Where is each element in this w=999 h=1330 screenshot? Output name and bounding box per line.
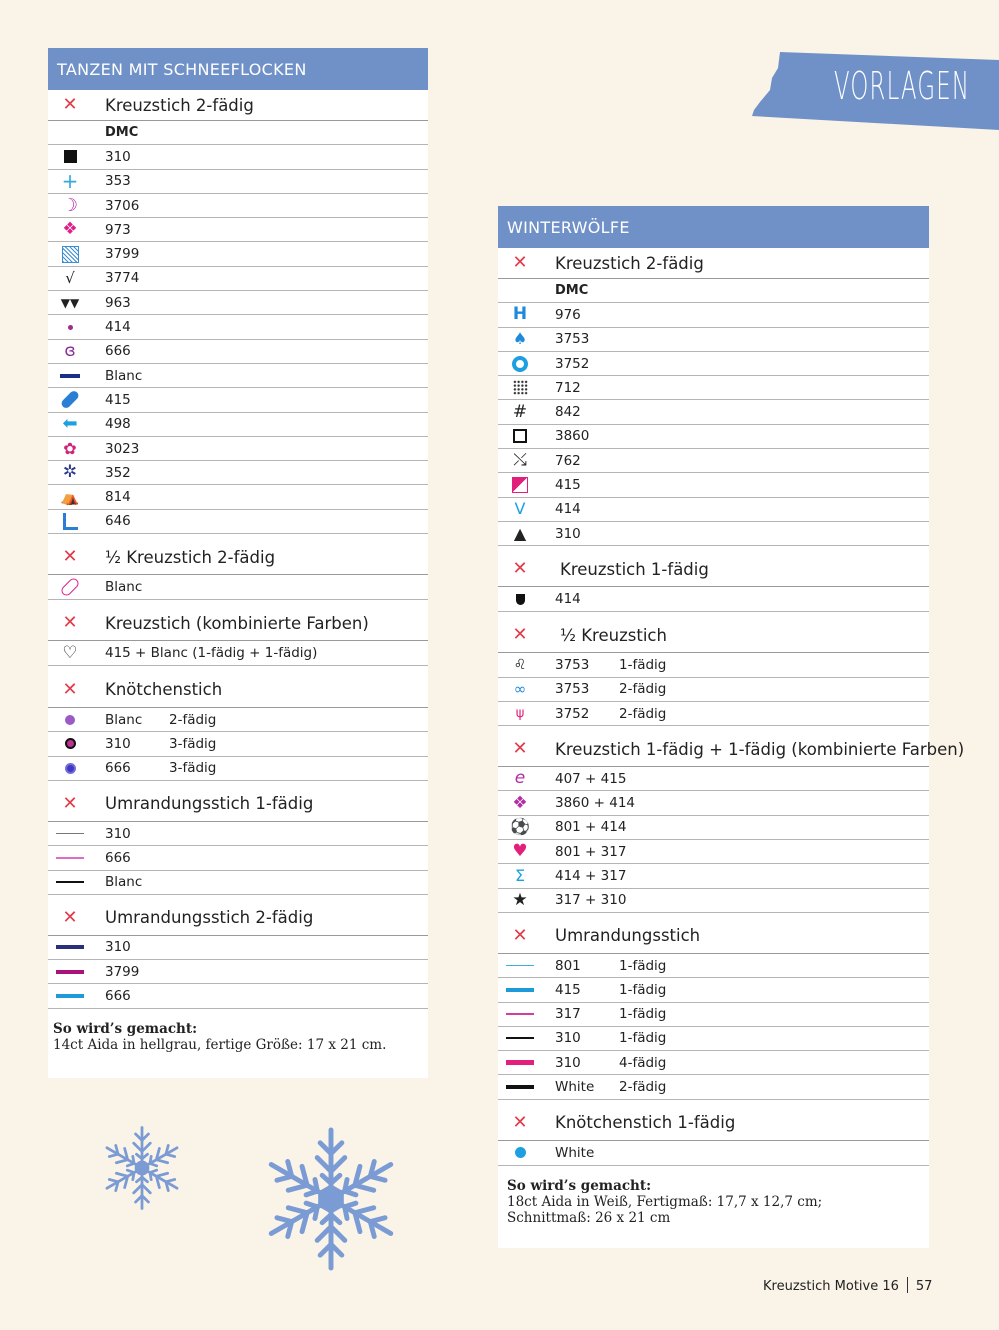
filled-square-icon — [48, 145, 92, 168]
cross-icon: ✕ — [62, 94, 78, 115]
legend-row: 310 1-fädig — [498, 1027, 929, 1051]
legend-row: 3752 — [498, 352, 929, 376]
blue-plus-icon: + — [61, 169, 79, 194]
legend-row: ▲ 310 — [498, 522, 929, 546]
cross-icon: ✕ — [512, 738, 528, 760]
blue-dot-icon — [48, 757, 92, 780]
legend-row: 310 — [48, 145, 428, 169]
legend-row: ⚽ 801 + 414 — [498, 816, 929, 840]
legend-row: ☽ 3706 — [48, 194, 428, 218]
legend-row: 712 — [498, 376, 929, 400]
legend-row: 646 — [48, 510, 428, 534]
cross-icon: ✕ — [512, 252, 528, 273]
dot-icon — [48, 315, 92, 338]
split-square-icon — [498, 473, 542, 496]
legend-row: 415 — [48, 388, 428, 412]
legend-row: Blanc — [48, 575, 428, 600]
cross-icon: ✕ — [512, 1111, 528, 1133]
legend-row: + 353 — [48, 170, 428, 194]
section-header: ✕ ½ Kreuzstich 2-fädig — [48, 540, 428, 575]
h-letter-icon: H — [512, 304, 528, 325]
cross-icon: ✕ — [62, 678, 78, 700]
cross-icon: ✕ — [512, 924, 528, 946]
legend-row: e 407 + 415 — [498, 767, 929, 791]
leo-icon: ♌ — [513, 656, 527, 673]
right-legend-panel — [498, 206, 965, 1248]
pill-icon — [48, 388, 92, 411]
instructions-note: So wird’s gemacht: 14ct Aida in hellgrau, fertige Größe: 17 x 21 cm. — [53, 1020, 387, 1053]
snowflake-small-icon — [96, 1118, 188, 1218]
legend-row: V 414 — [498, 498, 929, 522]
arrow-diag-icon: ⤯ — [513, 450, 527, 471]
black-dot-icon — [48, 732, 92, 755]
right-panel-title: WINTERWÖLFE — [498, 206, 929, 248]
left-panel-title: TANZEN MIT SCHNEEFLOCKEN — [48, 48, 428, 90]
legend-row: Blanc 2-fädig — [48, 708, 428, 732]
checker-icon — [498, 376, 542, 399]
legend-row: 666 — [48, 984, 428, 1008]
legend-row: Blanc — [48, 364, 428, 388]
corner-l-icon — [48, 510, 92, 533]
vorlagen-label: VORLAGEN — [834, 64, 971, 108]
section-header: ✕ Umrandungsstich 2-fädig — [48, 901, 428, 936]
vorlagen-tab — [752, 50, 999, 132]
legend-row: # 842 — [498, 400, 929, 424]
legend-row: ♠ 3753 — [498, 328, 929, 352]
legend-row: ★ 317 + 310 — [498, 889, 929, 913]
left-legend-panel — [48, 48, 428, 1078]
legend-row: 801 1-fädig — [498, 954, 929, 978]
legend-row: ✿ 3023 — [48, 437, 428, 461]
grey-line-icon — [48, 822, 92, 845]
legend-row: ♥ 801 + 317 — [498, 840, 929, 864]
navy-thick-line-icon — [48, 936, 92, 959]
legend-row: 415 — [498, 473, 929, 497]
dmc-header-row: DMC — [498, 279, 929, 303]
crescent-icon: ☽ — [61, 194, 79, 216]
section-header: ✕ Knötchenstich 1-fädig — [498, 1106, 929, 1141]
blue-thick-line-icon — [498, 978, 542, 1001]
star-icon: ★ — [512, 889, 528, 910]
hash-icon: # — [512, 401, 528, 422]
filled-triangle-icon: ▲ — [513, 523, 527, 543]
legend-row: 3860 — [498, 425, 929, 449]
black-line-icon — [48, 871, 92, 894]
infinity-icon: ∞ — [513, 679, 527, 698]
heart-icon: ♥ — [512, 841, 528, 862]
cross-icon: ✕ — [512, 558, 528, 580]
legend-row: 666 3-fädig — [48, 757, 428, 781]
spade-icon: ♠ — [512, 329, 528, 349]
e-letter-icon: e — [514, 768, 526, 789]
purple-dot-icon — [48, 708, 92, 731]
triangles-icon: ▼▼ — [60, 295, 80, 310]
v-letter-icon: V — [514, 499, 526, 519]
cross-icon: ✕ — [62, 906, 78, 928]
legend-row: Blanc — [48, 871, 428, 895]
legend-row: White 2-fädig — [498, 1075, 929, 1099]
instructions-note: So wird’s gemacht: 18ct Aida in Weiß, Fertigmaß: 17,7 x 12,7 cm; Schnittmaß: 26 x 21 cm — [507, 1177, 823, 1226]
flower-icon: ✿ — [63, 438, 77, 458]
half-pill-icon — [48, 575, 92, 599]
magenta-thick-line-icon — [48, 960, 92, 983]
diamond-outline-icon: ❖ — [512, 792, 528, 813]
cup-icon — [498, 587, 542, 611]
pink-line-icon — [48, 846, 92, 869]
legend-row: √ 3774 — [48, 267, 428, 291]
legend-row: Σ 414 + 317 — [498, 864, 929, 888]
legend-row: ♡ 415 + Blanc (1-fädig + 1-fädig) — [48, 641, 428, 666]
magenta-thick-line-icon — [498, 1051, 542, 1074]
page-number: 57 — [915, 1279, 933, 1294]
page-footer — [763, 1277, 932, 1294]
legend-row: ⤯ 762 — [498, 449, 929, 473]
legend-row: 3799 — [48, 242, 428, 266]
legend-row: 414 — [498, 587, 929, 612]
legend-row: 3799 — [48, 960, 428, 984]
open-square-icon — [498, 425, 542, 448]
legend-row: ▼▼ 963 — [48, 291, 428, 315]
legend-row: ❖ 973 — [48, 218, 428, 242]
section-header: ✕ ½ Kreuzstich — [498, 618, 929, 653]
legend-row: White — [498, 1141, 929, 1166]
legend-row: 415 1-fädig — [498, 978, 929, 1002]
legend-row: ⬅ 498 — [48, 413, 428, 437]
checkmark-icon: √ — [65, 268, 75, 287]
cross-icon: ✕ — [62, 546, 78, 568]
cyan-thick-line-icon — [48, 984, 92, 1007]
blue-ring-icon — [498, 352, 542, 375]
legend-row: ∞ 3753 2-fädig — [498, 678, 929, 702]
section-header: ✕ Kreuzstich 2-fädig — [48, 90, 428, 121]
legend-row: 310 — [48, 936, 428, 960]
legend-row: 310 — [48, 822, 428, 846]
black-line-icon — [498, 1027, 542, 1050]
black-thick-line-icon — [498, 1075, 542, 1098]
section-header: ✕ Umrandungsstich 1-fädig — [48, 787, 428, 822]
legend-row: ♌ 3753 1-fädig — [498, 653, 929, 677]
book-title: Kreuzstich Motive 16 — [763, 1279, 899, 1294]
legend-row: 414 — [48, 315, 428, 339]
snowflake-large-icon — [262, 1120, 400, 1278]
cross-icon: ✕ — [512, 624, 528, 646]
legend-row: 317 1-fädig — [498, 1003, 929, 1027]
dmc-header-row: DMC — [48, 121, 428, 145]
cross-icon: ✕ — [62, 612, 78, 634]
tent-triangle-icon: ⛺ — [60, 487, 80, 506]
legend-row: ⛺ 814 — [48, 485, 428, 509]
legend-row: ψ 3752 2-fädig — [498, 702, 929, 726]
section-header: ✕ Kreuzstich 1-fädig + 1-fädig (kombinierte Farben) — [498, 732, 929, 767]
legend-row: 310 4-fädig — [498, 1051, 929, 1075]
legend-row: 666 — [48, 846, 428, 870]
legend-row: ɞ 666 — [48, 340, 428, 364]
sigma-icon: Σ — [514, 865, 526, 885]
spiral-icon: ɞ — [64, 340, 76, 361]
psi-icon: ψ — [515, 706, 525, 721]
soccer-ball-icon: ⚽ — [510, 817, 530, 837]
legend-row: 310 3-fädig — [48, 732, 428, 756]
pink-line-icon — [498, 1003, 542, 1026]
section-header: ✕ Kreuzstich (kombinierte Farben) — [48, 606, 428, 641]
dash-icon — [48, 364, 92, 387]
section-header: ✕ Kreuzstich 1-fädig — [498, 552, 929, 587]
section-header: ✕ Umrandungsstich — [498, 919, 929, 954]
section-header: ✕ Knötchenstich — [48, 672, 428, 708]
cross-icon: ✕ — [62, 792, 78, 814]
pink-diamond-icon: ❖ — [62, 219, 78, 240]
hatched-square-icon — [48, 242, 92, 265]
cyan-dot-icon — [498, 1141, 542, 1165]
gear-outline-icon: ✲ — [62, 462, 78, 483]
legend-row: ✲ 352 — [48, 461, 428, 485]
arrow-left-icon: ⬅ — [62, 413, 78, 435]
section-header: ✕ Kreuzstich 2-fädig — [498, 248, 929, 279]
legend-row: ❖ 3860 + 414 — [498, 791, 929, 815]
legend-row: H 976 — [498, 303, 929, 327]
heart-outline-icon: ♡ — [62, 642, 78, 663]
light-blue-line-icon — [498, 954, 542, 977]
